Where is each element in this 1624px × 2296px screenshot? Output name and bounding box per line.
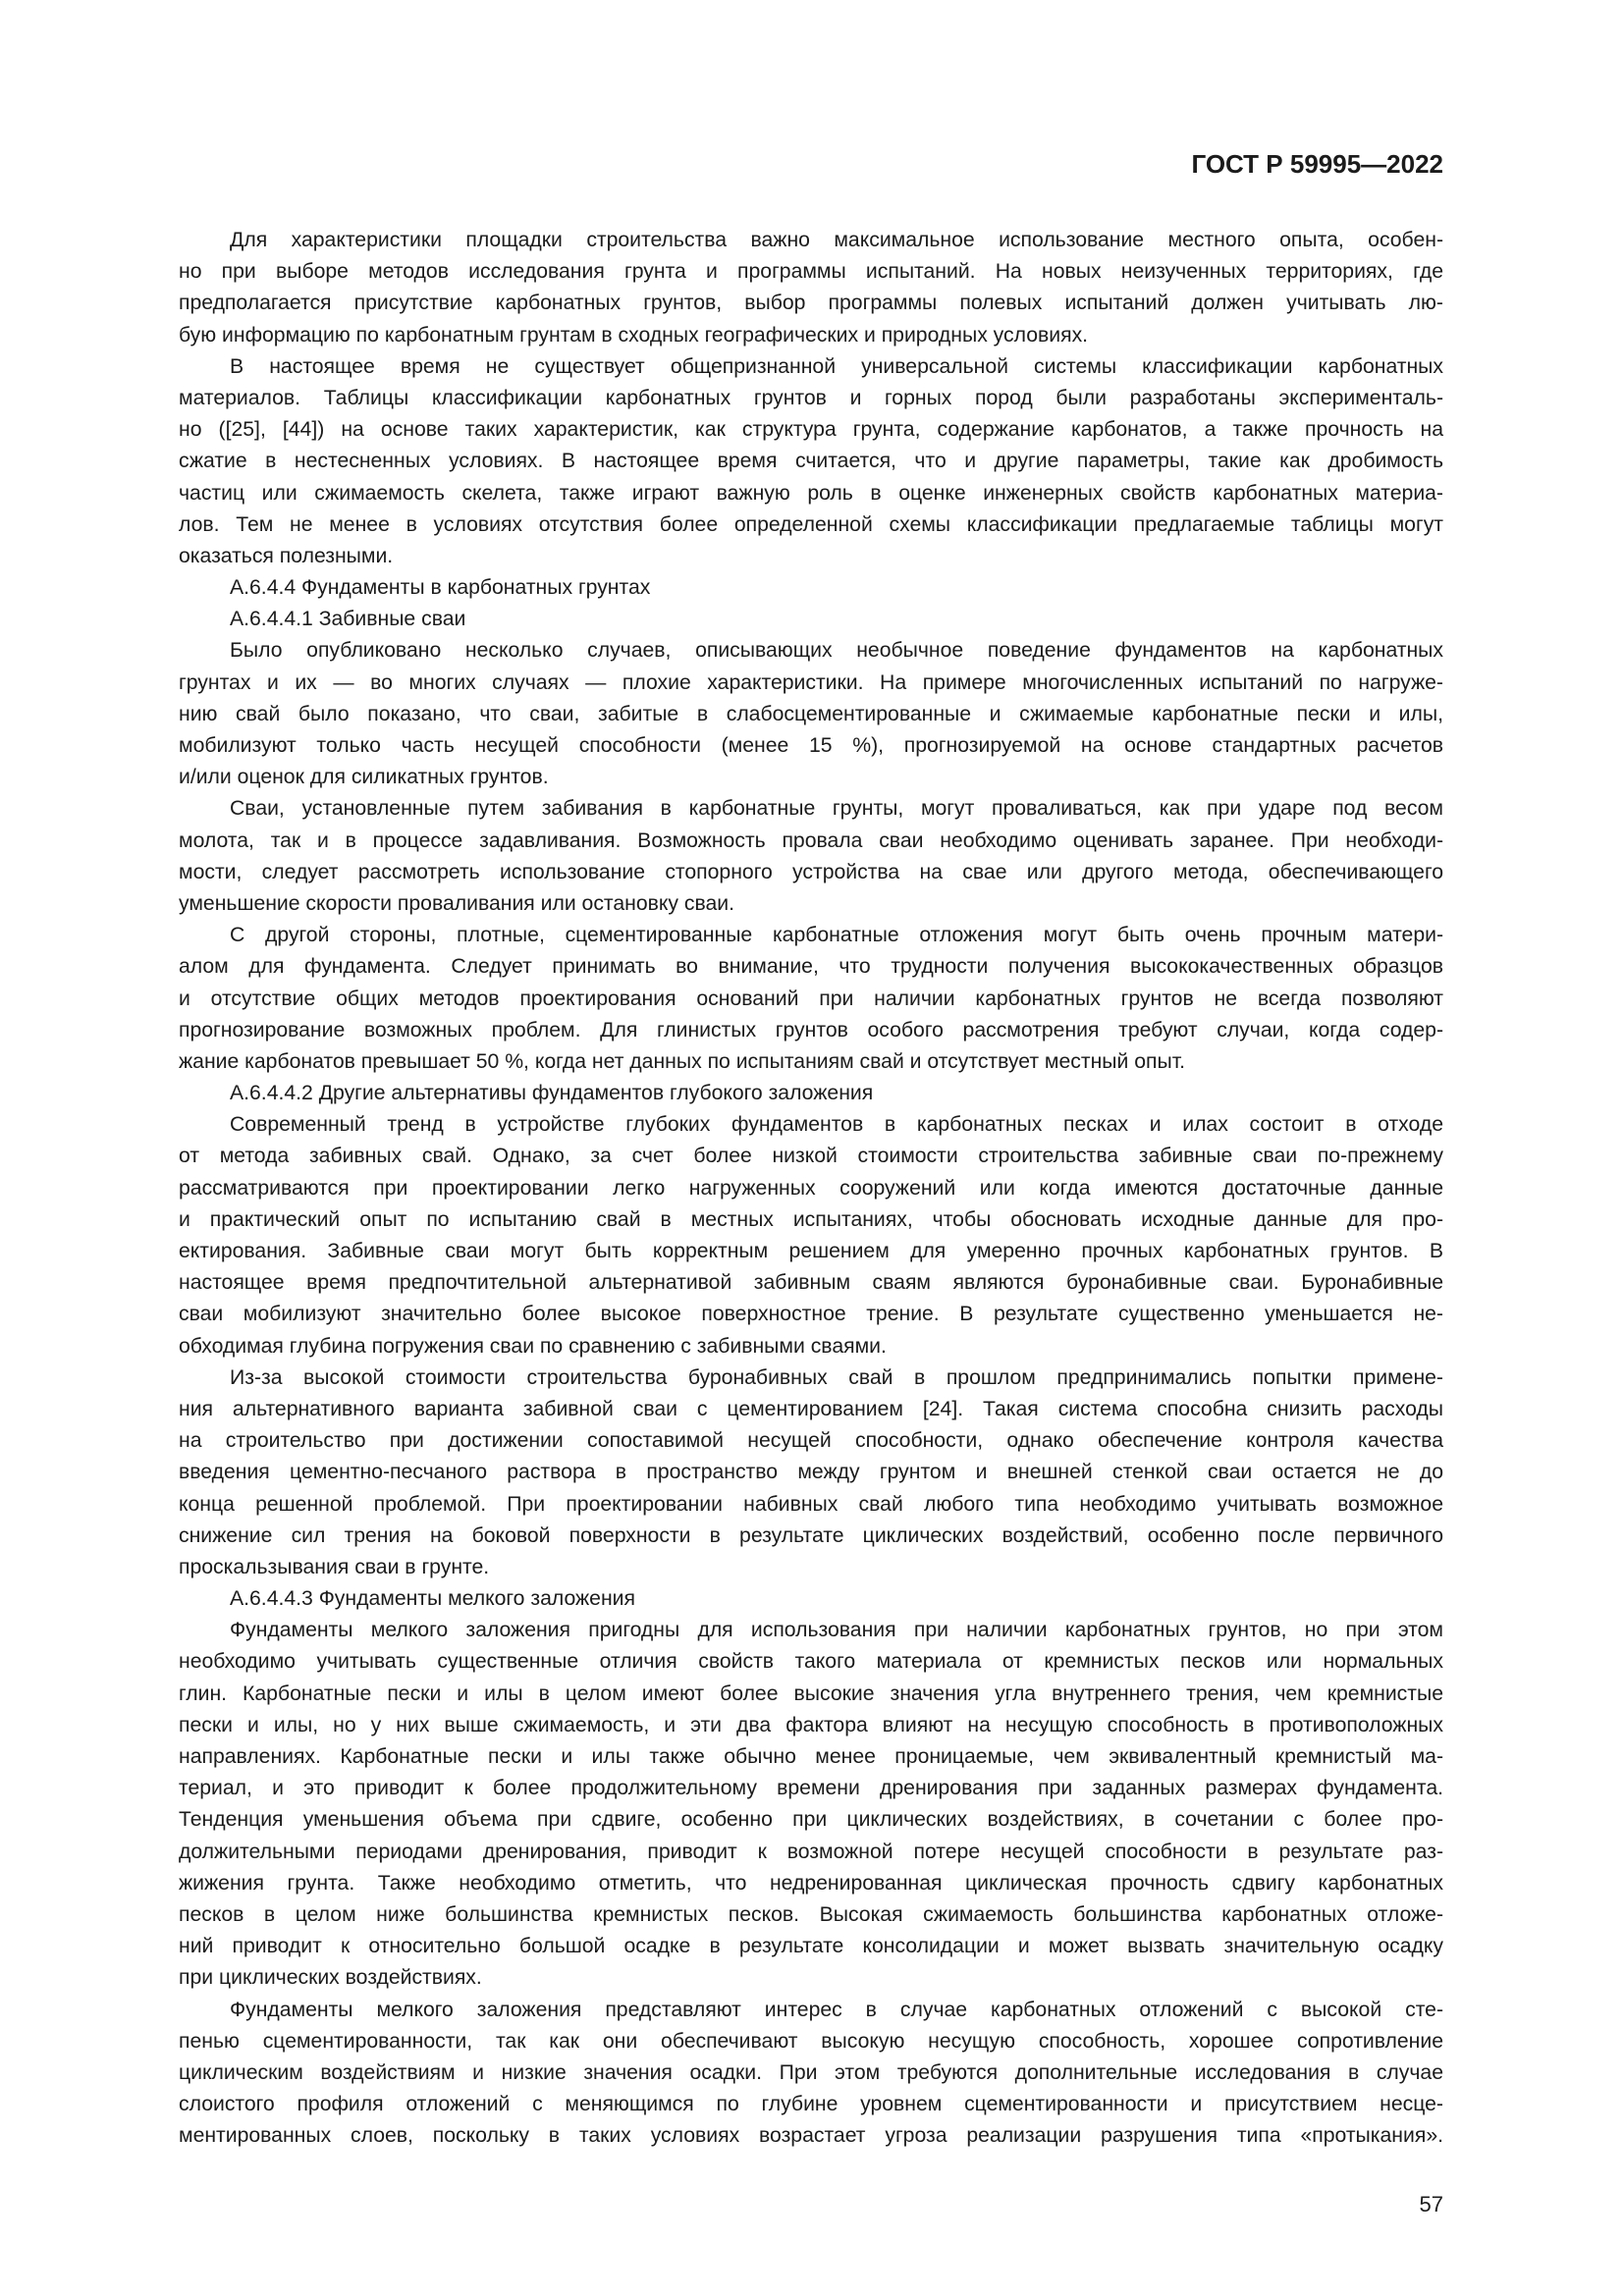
text-line: уменьшение скорости проваливания или остановку сваи.	[179, 891, 735, 915]
text-line: необходимо учитывать существенные отличия свойств такого материала от кремнистых песков или нормальных	[179, 1650, 1443, 1674]
text-line: А.6.4.4.1 Забивные сваи	[230, 608, 466, 631]
text-line: А.6.4.4 Фундаменты в карбонатных грунтах	[230, 576, 651, 600]
text-line: слоистого профиля отложений с меняющимся по глубине уровнем сцементированности и присутствием несце-	[179, 2093, 1443, 2116]
text-line: Было опубликовано несколько случаев, описывающих необычное поведение фундаментов на карбонатных	[230, 639, 1443, 663]
text-line: и отсутствие общих методов проектирования оснований при наличии карбонатных грунтов не всегда позволяют	[179, 987, 1443, 1010]
text-line: В настоящее время не существует общепризнанной универсальной системы классификации карбонатных	[230, 354, 1443, 378]
text-line: мобилизуют только часть несущей способности (менее 15 %), прогнозируемой на основе стандартных расчетов	[179, 734, 1443, 757]
text-line: конца решенной проблемой. При проектировании набивных свай любого типа необходимо учитывать возможное	[179, 1492, 1443, 1516]
text-line: на строительство при достижении сопоставимой несущей способности, однако обеспечение контроля качества	[179, 1429, 1443, 1453]
text-line: алом для фундамента. Следует принимать во внимание, что трудности получения высококачественных образцов	[179, 955, 1443, 979]
text-line: проскальзывания сваи в грунте.	[179, 1555, 490, 1578]
text-line: материалов. Таблицы классификации карбонатных грунтов и горных пород были разработаны эксперименталь-	[179, 386, 1443, 409]
text-line: жижения грунта. Также необходимо отметить, что недренированная циклическая прочность сдвигу карбонатных	[179, 1871, 1443, 1895]
text-line: но при выборе методов исследования грунта и программы испытаний. На новых неизученных территориях, где	[179, 260, 1443, 284]
text-line: А.6.4.4.3 Фундаменты мелкого заложения	[230, 1587, 635, 1611]
text-line: рассматриваются при проектировании легко нагруженных сооружений или когда имеются достаточные данные	[179, 1176, 1443, 1200]
text-line: лов. Тем не менее в условиях отсутствия более определенной схемы классификации предлагаемые таблицы могут	[179, 512, 1443, 536]
text-line: Сваи, установленные путем забивания в карбонатные грунты, могут проваливаться, как при ударе под весом	[230, 797, 1443, 821]
text-line: но ([25], [44]) на основе таких характеристик, как структура грунта, содержание карбонатов, а также прочность на	[179, 418, 1443, 442]
text-line: Для характеристики площадки строительства важно максимальное использование местного опыта, особен-	[230, 229, 1443, 251]
text-line: бую информацию по карбонатным грунтам в сходных географических и природных условиях.	[179, 323, 1089, 347]
text-line: пенью сцементированности, так как они обеспечивают высокую несущую способность, хорошее сопротивление	[179, 2029, 1443, 2053]
text-line: песков в целом ниже большинства кремнистых песков. Высокая сжимаемость большинства карбонатных отложе-	[179, 1902, 1443, 1926]
text-line: и практический опыт по испытанию свай в местных испытаниях, чтобы обосновать исходные данные для про-	[179, 1207, 1443, 1231]
text-line: сжатие в нестесненных условиях. В настоящее время считается, что и другие параметры, такие как дробимость	[179, 450, 1443, 473]
text-line: А.6.4.4.2 Другие альтернативы фундаментов глубокого заложения	[230, 1082, 874, 1105]
text-line: и/или оценок для силикатных грунтов.	[179, 766, 549, 789]
text-line: частиц или сжимаемость скелета, также играют важную роль в оценке инженерных свойств карбонатных материа-	[179, 481, 1443, 505]
text-line: ний приводит к относительно большой осадке в результате консолидации и может вызвать значительную осадку	[179, 1935, 1443, 1958]
text-line: при циклических воздействиях.	[179, 1966, 482, 1990]
text-line: циклическим воздействиям и низкие значения осадки. При этом требуются дополнительные исследования в случае	[179, 2060, 1443, 2084]
text-line: Фундаменты мелкого заложения представляют интерес в случае карбонатных отложений с высокой сте-	[230, 1998, 1443, 2021]
text-line: ментированных слоев, поскольку в таких условиях возрастает угроза реализации разрушения типа «протыкания».	[179, 2124, 1443, 2148]
document-header: ГОСТ Р 59995—2022	[1191, 149, 1443, 179]
text-line: обходимая глубина погружения сваи по сравнению с забивными сваями.	[179, 1334, 887, 1358]
text-line: оказаться полезными.	[179, 544, 394, 567]
text-line: настоящее время предпочтительной альтернативой забивным сваям являются буронабивные сваи. Буронабивные	[179, 1271, 1443, 1295]
text-line: от метода забивных свай. Однако, за счет более низкой стоимости строительства забивные сваи по-прежнему	[179, 1145, 1443, 1168]
text-line: С другой стороны, плотные, сцементированные карбонатные отложения могут быть очень прочным матери-	[230, 924, 1443, 947]
text-line: Тенденция уменьшения объема при сдвиге, особенно при циклических воздействиях, в сочетании с более про-	[179, 1808, 1443, 1832]
text-line: териал, и это приводит к более продолжительному времени дренирования при заданных размерах фундамента.	[179, 1777, 1443, 1800]
text-line: направлениях. Карбонатные пески и илы также обычно менее проницаемые, чем эквивалентный кремнистый ма-	[179, 1745, 1443, 1768]
text-line: сваи мобилизуют значительно более высокое поверхностное трение. В результате существенно уменьшается не-	[179, 1303, 1443, 1326]
text-line: жание карбонатов превышает 50 %, когда нет данных по испытаниям свай и отсутствует местный опыт.	[179, 1049, 1185, 1073]
text-line: ния альтернативного варианта забивной сваи с цементированием [24]. Такая система способна снизить расходы	[179, 1397, 1443, 1420]
text-line: Современный тренд в устройстве глубоких фундаментов в карбонатных песках и илах состоит в отходе	[230, 1113, 1443, 1137]
text-line: должительными периодами дренирования, приводит к возможной потере несущей способности в результате раз-	[179, 1840, 1443, 1863]
text-line: ектирования. Забивные сваи могут быть корректным решением для умеренно прочных карбонатных грунтов. В	[179, 1240, 1443, 1262]
text-line: прогнозирование возможных проблем. Для глинистых грунтов особого рассмотрения требуют случаи, когда содер-	[179, 1018, 1443, 1041]
text-line: Из-за высокой стоимости строительства буронабивных свай в прошлом предпринимались попытки примене-	[230, 1365, 1443, 1389]
text-line: мости, следует рассмотреть использование стопорного устройства на свае или другого метода, обеспечивающего	[179, 860, 1443, 883]
body-text	[179, 225, 1443, 2152]
text-line: предполагается присутствие карбонатных грунтов, выбор программы полевых испытаний должен учитывать лю-	[179, 292, 1443, 315]
text-line: молота, так и в процессе задавливания. Возможность провала сваи необходимо оценивать заранее. При необходи-	[179, 828, 1443, 852]
page-number: 57	[1419, 2192, 1443, 2216]
text-line: нию свай было показано, что сваи, забитые в слабосцементированные и сжимаемые карбонатные пески и илы,	[179, 702, 1443, 725]
text-line: введения цементно-песчаного раствора в пространство между грунтом и внешней стенкой сваи остается не до	[179, 1461, 1443, 1484]
text-line: Фундаменты мелкого заложения пригодны для использования при наличии карбонатных грунтов, но при этом	[230, 1619, 1443, 1642]
text-line: грунтах и их — во многих случаях — плохие характеристики. На примере многочисленных испытаний по нагруже-	[179, 670, 1443, 694]
text-line: глин. Карбонатные пески и илы в целом имеют более высокие значения угла внутреннего трения, чем кремнистые	[179, 1682, 1443, 1705]
text-line: снижение сил трения на боковой поверхности в результате циклических воздействий, особенно после первичного	[179, 1523, 1443, 1547]
text-line: пески и илы, но у них выше сжимаемость, и эти два фактора влияют на несущую способность в противоположных	[179, 1713, 1443, 1736]
